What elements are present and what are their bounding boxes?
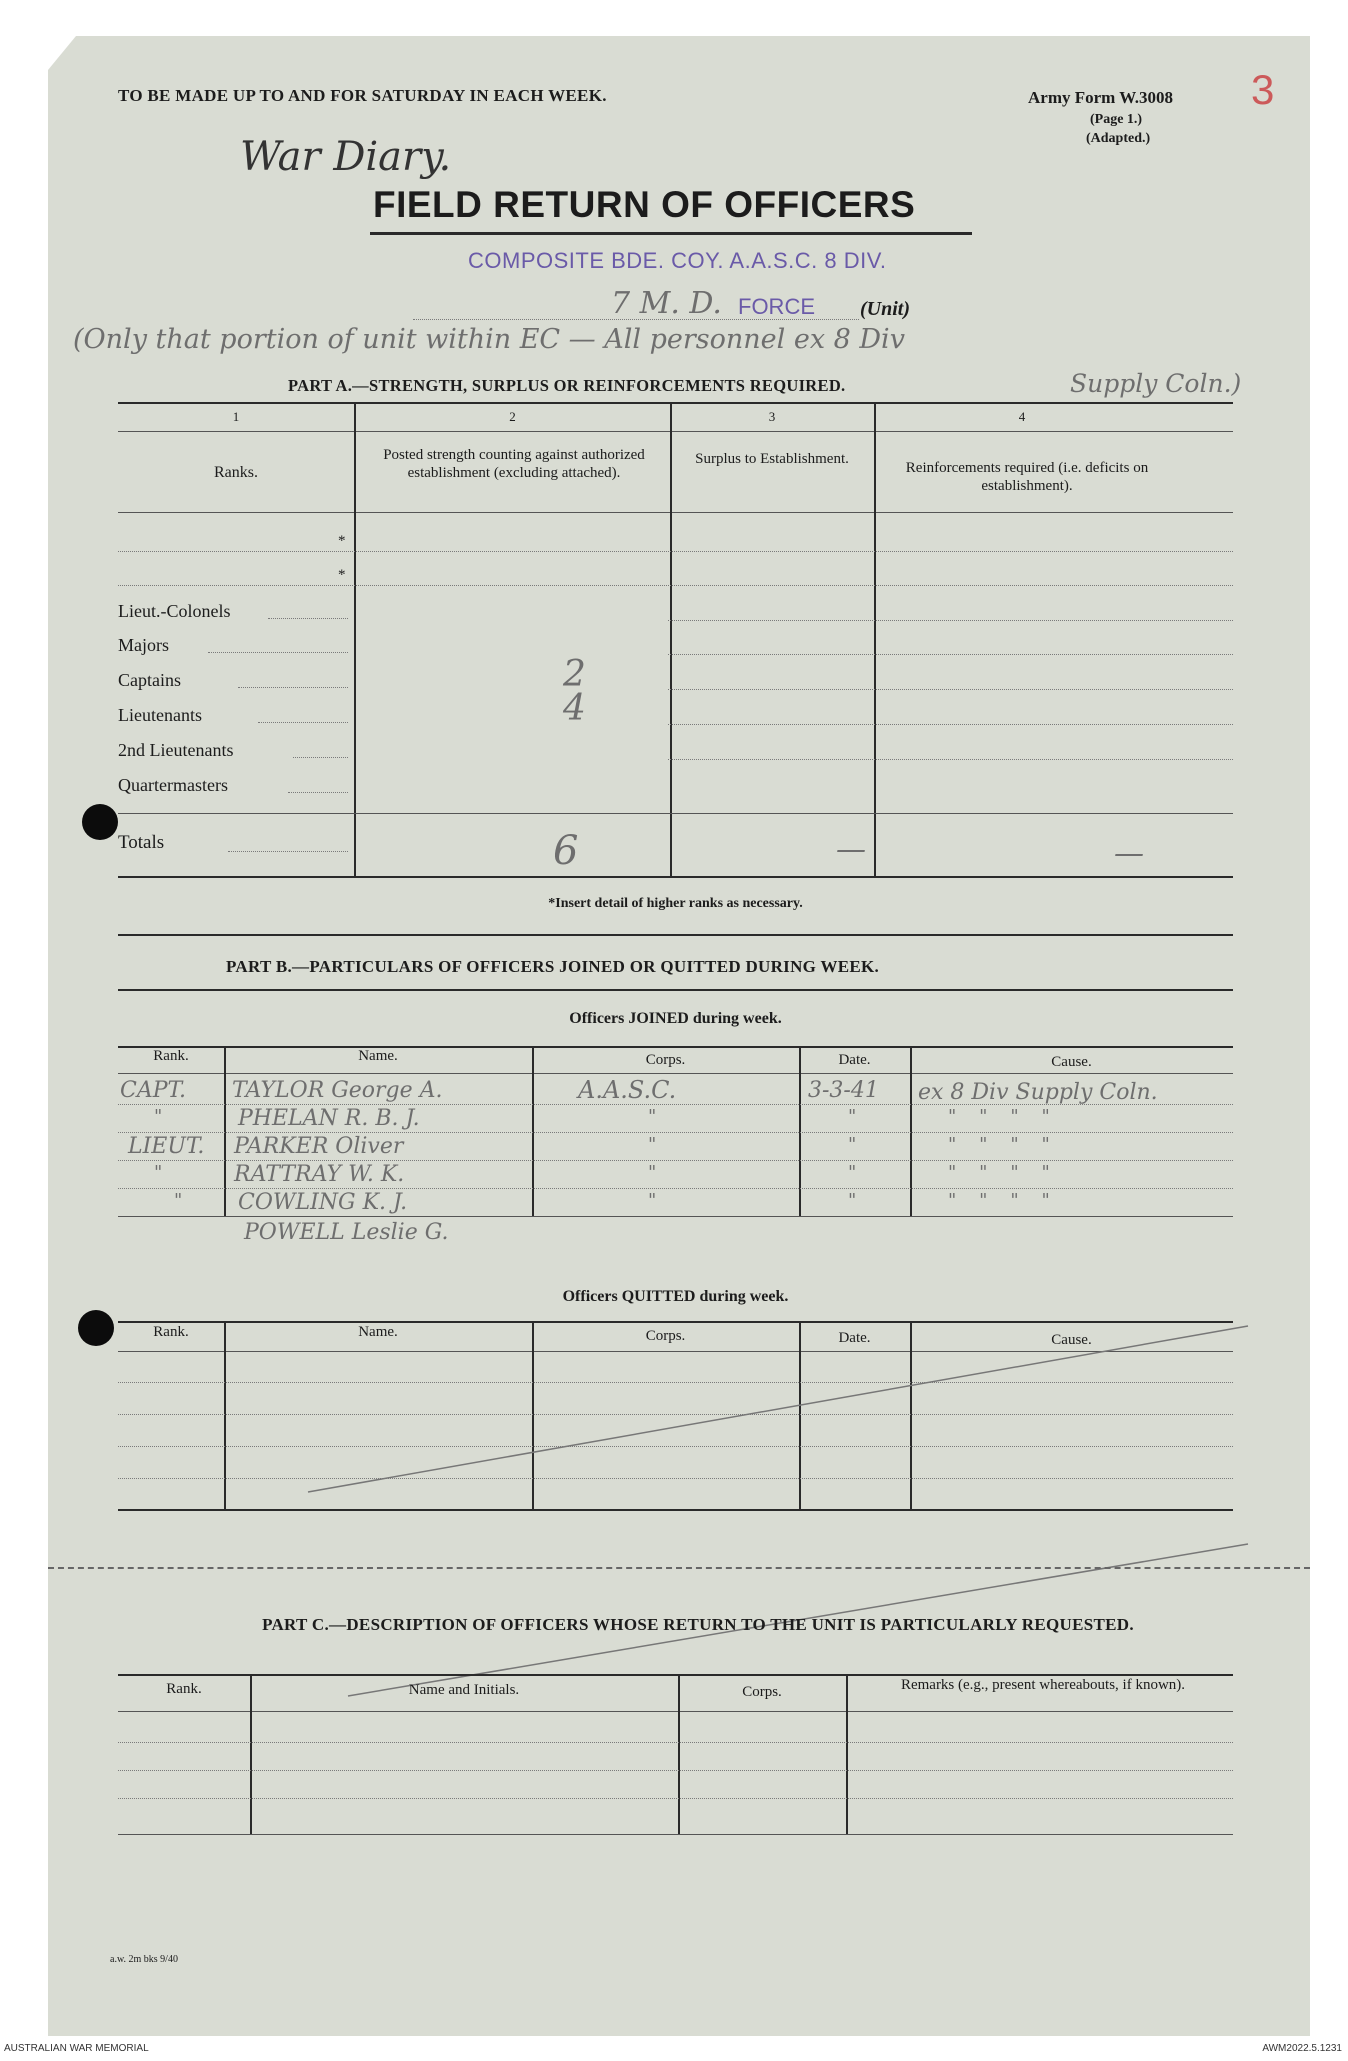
instruction-text: TO BE MADE UP TO AND FOR SATURDAY IN EACH WEEK. bbox=[118, 86, 607, 105]
joined-row-1-date: 3-3-41 bbox=[808, 1078, 879, 1103]
col-number-1: 1 bbox=[232, 409, 240, 424]
rank-quartermasters: Quartermasters bbox=[118, 775, 228, 795]
quitted-heading: Officers QUITTED during week. bbox=[562, 1288, 789, 1305]
totals-reinforcements: — bbox=[1114, 836, 1144, 871]
part-c-col-remarks: Remarks (e.g., present whereabouts, if known). bbox=[900, 1677, 1186, 1693]
part-c-col-divider-2 bbox=[678, 1674, 680, 1834]
quitted-col-cause: Cause. bbox=[1051, 1332, 1092, 1348]
joined-row-5-date: " bbox=[848, 1190, 857, 1211]
col-header-reinforcements: Reinforcements required (i.e. deficits on establishment). bbox=[905, 460, 1149, 494]
joined-row-2-corps: " bbox=[648, 1106, 657, 1127]
col-header-surplus: Surplus to Establishment. bbox=[695, 451, 849, 467]
joined-row-2-cause: " " " " bbox=[948, 1106, 1050, 1127]
part-c-col-name: Name and Initials. bbox=[408, 1682, 520, 1698]
handwritten-war-diary: War Diary. bbox=[240, 134, 452, 180]
rank-lieutenants: Lieutenants bbox=[118, 705, 202, 725]
part-c-row-rule-1 bbox=[118, 1742, 1233, 1743]
joined-col-date: Date. bbox=[838, 1052, 871, 1068]
joined-row-4-cause: " " " " bbox=[948, 1162, 1050, 1183]
punch-hole-top bbox=[82, 804, 118, 840]
joined-row-2-name: PHELAN R. B. J. bbox=[238, 1106, 420, 1131]
part-c-header-rule bbox=[118, 1711, 1233, 1712]
joined-col-rank: Rank. bbox=[153, 1048, 189, 1064]
part-c-col-divider-3 bbox=[846, 1674, 848, 1834]
rank-lieut-colonels: Lieut.-Colonels bbox=[118, 601, 231, 621]
joined-row-5-corps: " bbox=[648, 1190, 657, 1211]
quitted-strike-line bbox=[308, 1326, 1248, 1492]
unit-label: (Unit) bbox=[860, 298, 910, 320]
unit-stamp: COMPOSITE BDE. COY. A.A.S.C. 8 DIV. bbox=[468, 248, 887, 273]
rank-captains: Captains bbox=[118, 670, 181, 690]
quitted-col-rank: Rank. bbox=[153, 1324, 189, 1340]
joined-row-2-date: " bbox=[848, 1106, 857, 1127]
col-number-4: 4 bbox=[1018, 409, 1026, 424]
joined-col-corps: Corps. bbox=[645, 1052, 686, 1068]
part-c-bottom-rule bbox=[118, 1834, 1233, 1835]
joined-row-5-name: COWLING K. J. bbox=[238, 1190, 408, 1215]
star-marker-1: * bbox=[338, 533, 346, 549]
footer-right: AWM2022.5.1231 bbox=[1262, 2043, 1342, 2054]
part-c-col-rank: Rank. bbox=[166, 1681, 202, 1697]
col-number-2: 2 bbox=[509, 409, 516, 424]
form-title: FIELD RETURN OF OFFICERS bbox=[373, 184, 916, 225]
totals-label: Totals bbox=[118, 832, 165, 853]
col-header-ranks: Ranks. bbox=[214, 464, 258, 481]
joined-row-3-date: " bbox=[848, 1134, 857, 1155]
joined-row-1-name: TAYLOR George A. bbox=[232, 1078, 443, 1103]
joined-row-2-rank: " bbox=[154, 1106, 163, 1127]
rank-majors: Majors bbox=[118, 635, 169, 655]
print-code: a.w. 2m bks 9/40 bbox=[110, 1954, 178, 1965]
rank-2nd-lieutenants: 2nd Lieutenants bbox=[118, 740, 234, 760]
joined-row-4-name: RATTRAY W. K. bbox=[234, 1162, 405, 1187]
part-a-heading: PART A.—STRENGTH, SURPLUS OR REINFORCEMENTS REQUIRED. bbox=[288, 376, 846, 395]
posted-captains: 2 bbox=[563, 654, 586, 695]
form-id: Army Form W.3008 bbox=[1028, 88, 1173, 107]
joined-row-1-rank: CAPT. bbox=[120, 1078, 186, 1103]
posted-lieutenants: 4 bbox=[563, 688, 586, 729]
joined-row-5-rank: " bbox=[174, 1190, 183, 1211]
col-header-posted: Posted strength counting against authorized establishment (excluding attached). bbox=[383, 447, 645, 481]
part-c-col-corps: Corps. bbox=[742, 1684, 782, 1700]
perforation-line bbox=[48, 1567, 1310, 1569]
star-marker-2: * bbox=[338, 567, 346, 583]
totals-surplus: — bbox=[836, 832, 866, 867]
part-c-col-divider-1 bbox=[250, 1674, 252, 1834]
archive-page-number: 3 bbox=[1251, 66, 1275, 113]
joined-row-3-name: PARKER Oliver bbox=[234, 1134, 404, 1159]
joined-row-4-date: " bbox=[848, 1162, 857, 1183]
joined-row-4-rank: " bbox=[154, 1162, 163, 1183]
unit-note-line1: (Only that portion of unit within EC — All personnel ex 8 Div bbox=[73, 324, 905, 355]
joined-row-3-rank: LIEUT. bbox=[128, 1134, 205, 1159]
joined-row-1-corps: A.A.S.C. bbox=[578, 1076, 677, 1104]
joined-row-4-corps: " bbox=[648, 1162, 657, 1183]
joined-heading: Officers JOINED during week. bbox=[569, 1010, 782, 1027]
unit-note-line2: Supply Coln.) bbox=[1070, 369, 1242, 398]
quitted-col-date: Date. bbox=[838, 1330, 871, 1346]
joined-col-name: Name. bbox=[358, 1048, 398, 1064]
joined-row-3-cause: " " " " bbox=[948, 1134, 1050, 1155]
part-b-heading: PART B.—PARTICULARS OF OFFICERS JOINED OR QUITTED DURING WEEK. bbox=[226, 957, 880, 976]
totals-posted: 6 bbox=[553, 828, 579, 874]
part-c-row-rule-2 bbox=[118, 1770, 1233, 1771]
joined-row-5-cause: " " " " bbox=[948, 1190, 1050, 1211]
punch-hole-bottom bbox=[78, 1310, 114, 1346]
joined-row-1-cause: ex 8 Div Supply Coln. bbox=[918, 1080, 1158, 1105]
quitted-col-name: Name. bbox=[358, 1324, 398, 1340]
joined-col-cause: Cause. bbox=[1051, 1054, 1092, 1070]
col-number-3: 3 bbox=[768, 409, 776, 424]
form-page-number: (Page 1.) bbox=[1090, 112, 1143, 127]
form-page bbox=[48, 36, 1310, 2036]
quitted-col-corps: Corps. bbox=[645, 1328, 686, 1344]
unit-handwritten: 7 M. D. bbox=[611, 286, 722, 321]
joined-row-6-name: POWELL Leslie G. bbox=[244, 1220, 449, 1245]
part-c-heading: PART C.—DESCRIPTION OF OFFICERS WHOSE RETURN TO THE UNIT IS PARTICULARLY REQUESTED. bbox=[262, 1615, 1134, 1634]
form-adapted: (Adapted.) bbox=[1086, 131, 1151, 146]
part-a-footnote: *Insert detail of higher ranks as necessary. bbox=[548, 896, 803, 911]
unit-stamp-force: FORCE bbox=[738, 294, 815, 319]
part-c-row-rule-3 bbox=[118, 1798, 1233, 1799]
footer-left: AUSTRALIAN WAR MEMORIAL bbox=[4, 2043, 149, 2054]
joined-row-3-corps: " bbox=[648, 1134, 657, 1155]
